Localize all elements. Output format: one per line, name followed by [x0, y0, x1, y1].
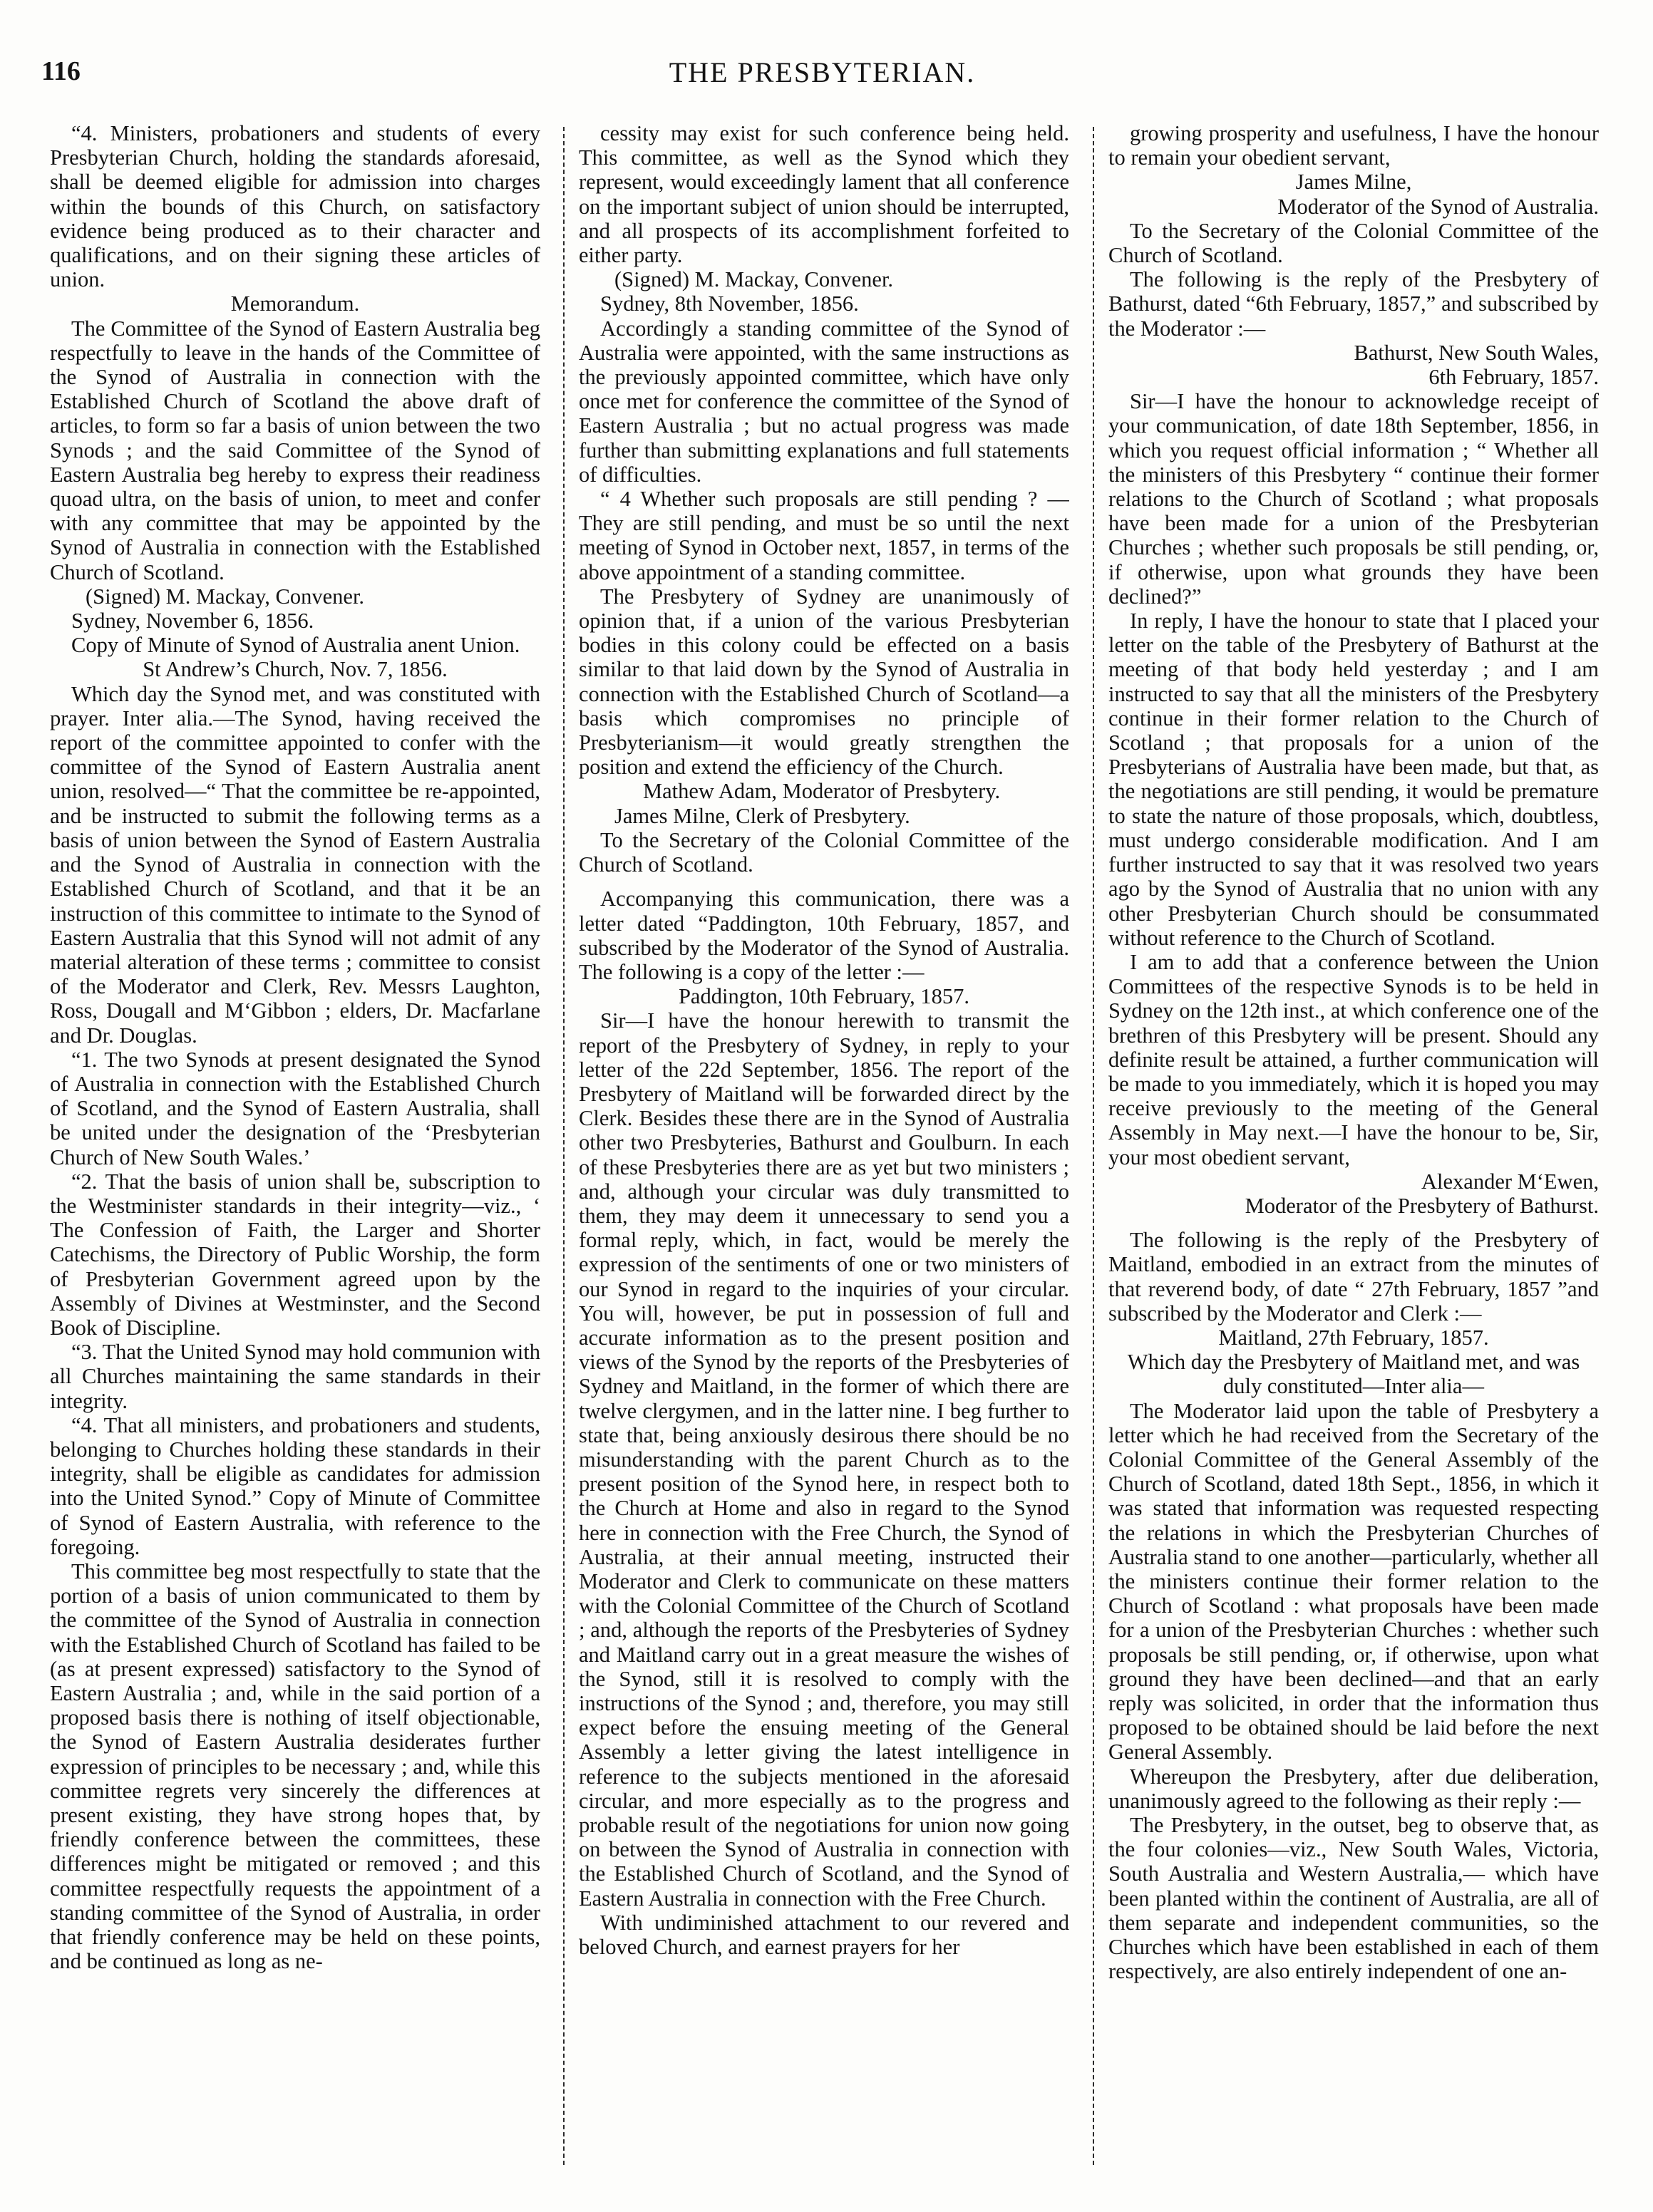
signature-line: Alexander M‘Ewen,: [1421, 1169, 1599, 1194]
section-heading: Paddington, 10th February, 1857.: [678, 984, 970, 1009]
column-divider: [563, 127, 565, 2165]
paragraph: With undiminished attachment to our revered and beloved Church, and earnest prayers for her: [579, 1910, 1069, 1960]
paragraph: Whereupon the Presbytery, after due deliberation, unanimously agreed to the following as their reply :—: [1108, 1764, 1599, 1813]
dateline: Bathurst, New South Wales,: [1354, 340, 1599, 365]
signature-line: (Signed) M. Mackay, Convener.: [614, 267, 894, 292]
paragraph: Which day the Synod met, and was constituted with prayer. Inter alia.—The Synod, having received the report of the committee appointed to confer with the committee of the Synod of Eastern Australia anent union, resolved—“ That the committee be re-appointed, and be instructed to submit the following terms as a basis of union between the Synod of Eastern Australia and the Synod of Australia in connection with the Established Church of Scotland, and that it be an instruction of this committee to intimate to the Synod of Eastern Australia that this Synod will not admit of any material alteration of these terms ; committee to consist of the Moderator and Clerk, Rev. Messrs Laughton, Ross, Dougall and M‘Gibbon ; elders, Dr. Macfarlane and Dr. Douglas.: [50, 681, 540, 1048]
paragraph: Copy of Minute of Synod of Australia anent Union.: [71, 633, 520, 658]
paragraph: Accordingly a standing committee of the Synod of Australia were appointed, with the same instructions as the previously appointed committee, which have only once met for conference the committee of the Synod of Eastern Australia ; but no actual progress was made further than submitting explanations and full statements of difficulties.: [579, 316, 1069, 487]
paragraph: In reply, I have the honour to state that I placed your letter on the table of the Presbytery of Bathurst at the meeting of that body held yesterday ; and I am instructed to say that all the ministers of the Presbytery continue in their former relation to the Church of Scotland ; that proposals for a union of the Presbyterians of Australia have been made, but that, as the negotiations are still pending, it would be premature to state the nature of those proposals, which, doubtless, must undergo considerable modification. And I am further instructed to say that it was resolved two years ago by the Synod of Australia that no union with any other Presbyterian Church should be consummated without reference to the Church of Scotland.: [1108, 609, 1599, 950]
paragraph: I am to add that a conference between the Union Committees of the respective Synods is to be held in Sydney on the 12th inst., at which conference one of the brethren of this Presbytery will be present. Should any definite result be attained, a further communication will be made to you immediately, which it is hoped you may receive previously to the meeting of the General Assembly in May next.—I have the honour to be, Sir, your most obedient servant,: [1108, 949, 1599, 1169]
section-heading: Memorandum.: [230, 291, 360, 316]
section-heading: Maitland, 27th February, 1857.: [1218, 1325, 1489, 1350]
spacer: [579, 877, 1069, 887]
paragraph: The Committee of the Synod of Eastern Australia beg respectfully to leave in the hands of the Committee of the Synod of Australia in connection with the Established Church of Scotland the above draft of articles, to form so far a basis of union between the two Synods ; and the said Committee of the Synod of Eastern Australia beg hereby to express their readiness quoad ultra, on the basis of union, to meet and confer with any committee that may be appointed by the Synod of Australia in connection with the Established Church of Scotland.: [50, 316, 540, 584]
signature-line: James Milne,: [1295, 170, 1412, 195]
paragraph: This committee beg most respectfully to state that the portion of a basis of union communicated to them by the committee of the Synod of Australia in connection with the Established Church of Scotland has failed to be (as at present expressed) satisfactory to the Synod of Eastern Australia ; and, while in the said portion of a proposed basis there is nothing of itself objectionable, the Synod of Eastern Australia desiderates further expression of principles to be necessary ; and, while this committee regrets very sincerely the differences at present existing, they have strong hopes that, by friendly conference between the committees, these differences might be mitigated or removed ; and this committee respectfully requests the appointment of a standing committee of the Synod of Australia, in order that friendly conference may be held on these points, and be continued as long as ne-: [50, 1559, 540, 1974]
column-1: [50, 121, 540, 2174]
paragraph: Accompanying this communication, there was a letter dated “Paddington, 10th February, 1857, and subscribed by the Moderator of the Synod of Australia. The following is a copy of the letter :—: [579, 887, 1069, 984]
paragraph: growing prosperity and usefulness, I have the honour to remain your obedient servant,: [1108, 121, 1599, 170]
paragraph: The Moderator laid upon the table of Presbytery a letter which he had received from the Secretary of the Colonial Committee of the General Assembly of the Church of Scotland, dated 18th Sept., 1856, in which it was stated that information was requested respecting the relations in which the Presbyterian Churches of Australia stand to one another—particularly, whether all the ministers continue their former relation to the Church of Scotland : what proposals have been made for a union of the Presbyterian Churches : whether such proposals be still pending, or, if otherwise, upon what ground they have been declined—and that an early reply was solicited, in order that the information thus proposed to be obtained should be laid before the next General Assembly.: [1108, 1398, 1599, 1764]
addressee-line: To the Secretary of the Colonial Committee of the Church of Scotland.: [579, 827, 1069, 877]
addressee-line: To the Secretary of the Colonial Committee of the Church of Scotland.: [1108, 218, 1599, 268]
paragraph: The following is the reply of the Presbytery of Bathurst, dated “6th February, 1857,” and subscribed by the Moderator :—: [1108, 267, 1599, 341]
column-divider: [1093, 127, 1094, 2165]
paragraph: “2. That the basis of union shall be, subscription to the Westminister standards in their integrity—viz., ‘ The Confession of Faith, the Larger and Shorter Catechisms, the Directory of Public Worship, the form of Presbyterian Government agreed upon by the Assembly of Divines at Westminster, and the Second Book of Discipline.: [50, 1169, 540, 1340]
dateline: Sydney, 8th November, 1856.: [600, 291, 859, 316]
spacer: [1108, 1218, 1599, 1228]
signature-line: James Milne, Clerk of Presbytery.: [614, 803, 910, 828]
paragraph: The following is the reply of the Presbytery of Maitland, embodied in an extract from the minutes of that reverend body, of date “ 27th February, 1857 ”and subscribed by the Moderator and Clerk :—: [1108, 1228, 1599, 1325]
section-heading: St Andrew’s Church, Nov. 7, 1856.: [143, 657, 448, 682]
signature-line: (Signed) M. Mackay, Convener.: [86, 584, 365, 609]
paragraph: cessity may exist for such conference being held. This committee, as well as the Synod which they represent, would exceedingly lament that all conference on the important subject of union should be interrupted, and all prospects of its accomplishment forfeited to either party.: [579, 121, 1069, 268]
column-2: [579, 121, 1069, 2174]
signature-line: Mathew Adam, Moderator of Presbytery.: [643, 779, 1001, 804]
paragraph: The Presbytery, in the outset, beg to observe that, as the four colonies—viz., New South Wales, Victoria, South Australia and Western Australia,— which have been planted within the continent of Australia, are all of them separate and independent communities, so the Churches which have been established in each of them respectively, are also entirely independent of one an-: [1108, 1813, 1599, 1984]
paragraph: The Presbytery of Sydney are unanimously of opinion that, if a union of the various Presbyterian bodies in this colony could be effected on a basis similar to that laid down by the Synod of Australia in connection with the Established Church of Scotland—a basis which compromises no principle of Presbyterianism—it would greatly strengthen the position and extend the efficiency of the Church.: [579, 584, 1069, 780]
paragraph: “3. That the United Synod may hold communion with all Churches maintaining the same standards in their integrity.: [50, 1340, 540, 1413]
paragraph: “4. That all ministers, and probationers and students, belonging to Churches holding these standards in their integrity, shall be eligible as candidates for admission into the United Synod.” Copy of Minute of Committee of Synod of Eastern Australia, with reference to the foregoing.: [50, 1412, 540, 1559]
dateline: Sydney, November 6, 1856.: [71, 609, 314, 634]
paragraph: “ 4 Whether such proposals are still pending ? —They are still pending, and must be so until the next meeting of Synod in October next, 1857, in terms of the above appointment of a standing committee.: [579, 487, 1069, 584]
paragraph: Sir—I have the honour herewith to transmit the report of the Presbytery of Sydney, in reply to your letter of the 22d September, 1856. The report of the Presbytery of Maitland will be forwarded direct by the Clerk. Besides these there are in the Synod of Australia other two Presbyteries, Bathurst and Goulburn. In each of these Presbyteries there are as yet but two ministers ; and, although your circular was duly transmitted to them, they may deem it unnecessary to send you a formal reply, which, in fact, would be merely the expression of the sentiments of one or two ministers of our Synod in regard to the inquiries of your circular. You will, however, be put in possession of full and accurate information as to the present position and views of the Synod by the reports of the Presbyteries of Sydney and Maitland, in the former of which there are twelve clergymen, and in the latter nine. I beg further to state that, being anxiously desirous there should be no misunderstanding with the parent Church as to the present position of the Synod here, in respect both to the Church at Home and also in regard to the Synod here in connection with the Free Church, the Synod of Australia, at their annual meeting, instructed their Moderator and Clerk to communicate on these matters with the Colonial Committee of the Church of Scotland ; and, although the reports of the Presbyteries of Sydney and Maitland carry out in a great measure the wishes of the Synod, still it is resolved to comply with the instructions of the Synod ; and, therefore, you may still expect before the ensuing meeting of the General Assembly a letter giving the latest intelligence in reference to the subjects mentioned in the aforesaid circular, and more especially as to the progress and probable result of the negotiations for union now going on between the Synod of Australia in connection with the Established Church of Scotland, and the Synod of Eastern Australia in connection with the Free Church.: [579, 1008, 1069, 1911]
paragraph: “1. The two Synods at present designated the Synod of Australia in connection with the Established Church of Scotland, and the Synod of Eastern Australia, shall be united under the designation of the ‘Presbyterian Church of New South Wales.’: [50, 1047, 540, 1169]
signature-line: Moderator of the Presbytery of Bathurst.: [1245, 1193, 1599, 1218]
page-header: [41, 56, 1603, 98]
column-3: [1108, 121, 1599, 2174]
paragraph: “4. Ministers, probationers and students of every Presbyterian Church, holding the standards aforesaid, shall be deemed eligible for admission into charges within the bounds of this Church, on satisfactory evidence being produced as to their character and qualifications, and on their signing these articles of union.: [50, 121, 540, 292]
section-subheading: Which day the Presbytery of Maitland met, and was duly constituted—Inter alia—: [1127, 1350, 1580, 1399]
signature-line: Moderator of the Synod of Australia.: [1277, 194, 1599, 219]
page-number: 116: [41, 56, 81, 86]
paragraph: Sir—I have the honour to acknowledge receipt of your communication, of date 18th September, 1856, in which you request official information ; “ Whether all the ministers of this Presbytery “ continue their former relations to the Church of Scotland ; what proposals have been made for a union of the Presbyterian Churches ; whether such proposals be still pending, or, if otherwise, upon what grounds they have been declined?”: [1108, 389, 1599, 609]
dateline: 6th February, 1857.: [1428, 365, 1599, 390]
running-title: THE PRESBYTERIAN.: [669, 56, 976, 88]
